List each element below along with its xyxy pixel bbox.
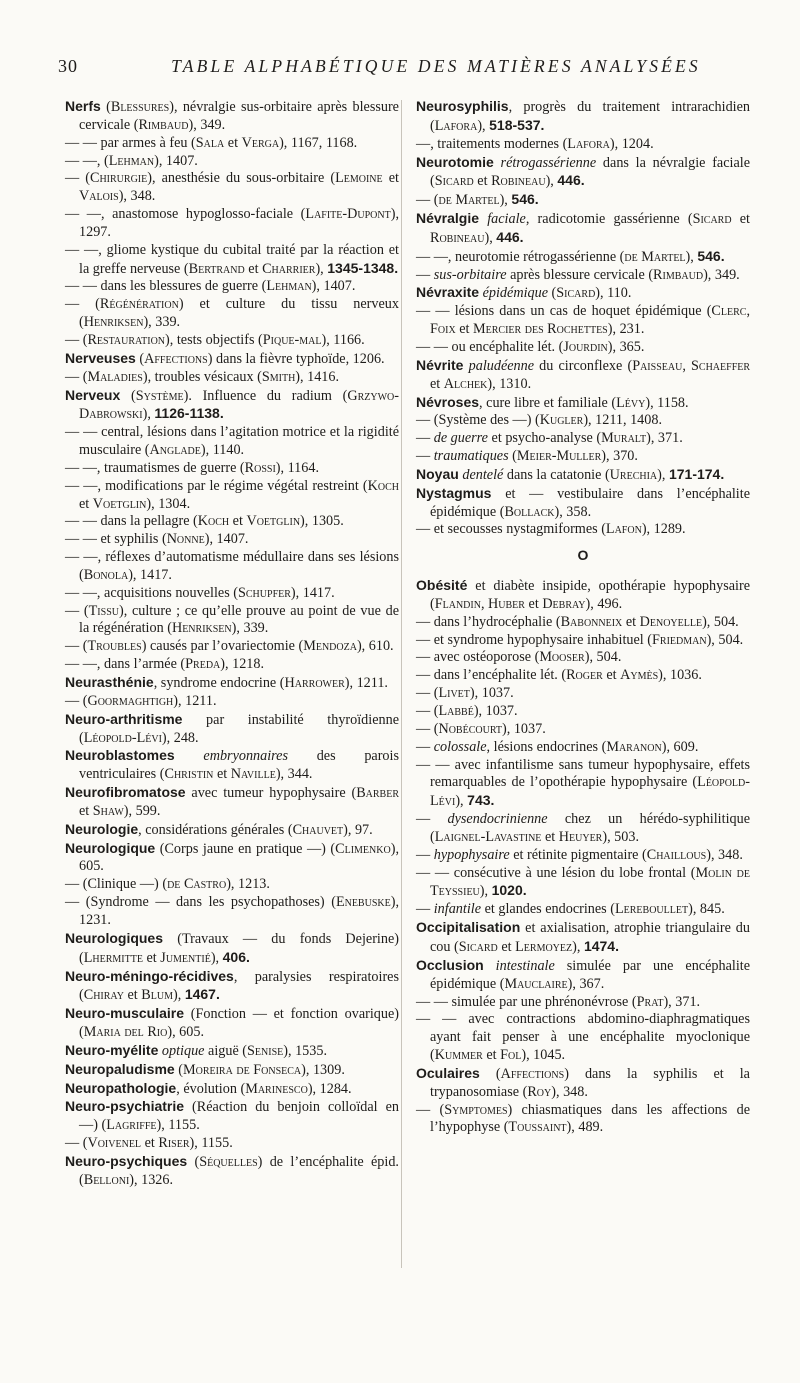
index-entry: —, traitements modernes (Lafora), 1204. [416,135,654,152]
index-entry: — dans l’hydrocéphalie (Babonneix et Denoyelle), 504. [416,613,739,630]
index-entry: — — simulée par une phrénonévrose (Prat), 371. [416,993,701,1010]
index-entry: — —, acquisitions nouvelles (Schupfer), 1417. [65,584,335,601]
index-entry: — —, (Lehman), 1407. [65,152,198,169]
index-entry: — (Nobécourt), 1037. [416,720,546,737]
index-entry: Neuropaludisme (Moreira de Fonseca), 1309. [65,1060,345,1078]
index-entry: — hypophysaire et rétinite pigmentaire (Chaillous), 348. [416,846,743,863]
index-entry: Occlusion intestinale simulée par une encéphalite épidémique (Mauclaire), 367. [416,956,751,992]
index-entry: Neurofibromatose avec tumeur hypophysaire (Barber et Shaw), 599. [65,784,399,819]
index-entry: — de guerre et psycho-analyse (Muralt), 371. [416,430,683,447]
index-entry: — (Troubles) causés par l’ovariectomie (Mendoza), 610. [65,638,394,655]
index-entry: Neuro-arthritisme par instabilité thyroïdienne (Léopold-Lévi), 248. [65,710,399,746]
index-entry: Neurotomie rétrogassérienne dans la névralgie faciale (Sicard et Robineau), 446. [416,153,750,190]
index-entry: — et secousses nystagmiformes (Lafon), 1289. [416,521,686,538]
index-entry: Neuro-méningo-récidives, paralysies respiratoires (Chiray et Blum), 1467. [65,967,399,1004]
index-entry: — (Maladies), troubles vésicaux (Smith), 1416. [65,368,340,385]
index-entry: — sus-orbitaire après blessure cervicale (Rimbaud), 349. [416,266,740,283]
index-entry: — — dans la pellagre (Koch et Voetglin), 1305. [65,513,344,530]
index-entry: — —, gliome kystique du cubital traité par la réaction et la greffe nerveuse (Bertrand et Charrier), 1345-1348. [65,241,399,277]
index-entry: Neurologie, considérations générales (Chauvet), 97. [65,820,373,838]
index-entry: — dysendocrinienne chez un hérédo-syphilitique (Laignel-Lavastine et Heuyer), 503. [416,811,750,845]
index-column-right [416,98,750,1137]
index-entry: — —, réflexes d’automatisme médullaire dans ses lésions (Bonola), 1417. [65,549,399,583]
index-entry: Neurasthénie, syndrome endocrine (Harrower), 1211. [65,674,388,691]
index-entry: Oculaires (Affections) dans la syphilis et la trypanosomiase (Roy), 348. [416,1064,750,1100]
index-entry: Nerfs (Blessures), névralgie sus-orbitaire après blessure cervicale (Rimbaud), 349. [65,98,399,133]
index-entry: Noyau dentelé dans la catatonie (Urechia), 171-174. [416,465,725,483]
index-entry: — (Livet), 1037. [416,685,514,702]
index-entry: — —, neurotomie rétrogassérienne (de Martel), 546. [416,247,725,265]
index-entry: Neuro-musculaire (Fonction — et fonction ovarique) (Maria del Rio), 605. [65,1005,399,1041]
index-entry: Neuropathologie, évolution (Marinesco), 1284. [65,1079,352,1097]
page-header [58,56,744,82]
index-entry: — — avec contractions abdomino-diaphragmatiques ayant fait penser à une encéphalite myoclonique (Kummer et Fol), 1045. [416,1011,750,1064]
index-entry: — (de Martel), 546. [416,191,539,209]
entries-letter-o [416,577,750,1137]
column-divider [401,100,402,1268]
index-entry: Névralgie faciale, radicotomie gassérienne (Sicard et Robineau), 446. [416,210,750,246]
index-entry: — infantile et glandes endocrines (Lereboullet), 845. [416,901,725,918]
index-entry: — avec ostéoporose (Mooser), 504. [416,649,622,666]
index-entry: Occipitalisation et axialisation, atrophie triangulaire du cou (Sicard et Lermoyez), 1474. [416,919,750,955]
index-entry: Nerveux (Système). Influence du radium (Grzywo-Dabrowski), 1126-1138. [65,386,399,423]
index-entry: — —, anastomose hypoglosso-faciale (Lafite-Dupont), 1297. [65,206,399,240]
index-entry: Nystagmus et — vestibulaire dans l’encéphalite épidémique (Bollack), 358. [416,484,750,520]
index-entry: — —, dans l’armée (Preda), 1218. [65,656,265,673]
index-entry: — — dans les blessures de guerre (Lehman), 1407. [65,278,356,295]
index-entry: — — avec infantilisme sans tumeur hypophysaire, effets remarquables de l’opothérapie hypophysaire (Léopold-Lévi), 743. [416,756,750,810]
index-entry: — (Chirurgie), anesthésie du sous-orbitaire (Lemoine et Valois), 348. [65,170,399,205]
index-entry: — dans l’encéphalite lét. (Roger et Aymès), 1036. [416,667,702,684]
index-entry: — (Voivenel et Riser), 1155. [65,1135,233,1152]
index-entry: Neuro-myélite optique aiguë (Senise), 1535. [65,1041,327,1059]
index-entry: Neurologiques (Travaux — du fonds Dejerine) (Lhermitte et Jumentié), 406. [65,929,399,966]
index-entry: — — et syphilis (Nonne), 1407. [65,531,249,548]
index-entry: — (Système des —) (Kugler), 1211, 1408. [416,412,662,429]
index-entry: Nerveuses (Affections) dans la fièvre typhoïde, 1206. [65,349,385,367]
index-entry: Obésité et diabète insipide, opothérapie hypophysaire (Flandin, Huber et Debray), 496. [416,577,750,612]
index-entry: — — par armes à feu (Sala et Verga), 1167, 1168. [65,134,358,151]
index-entry: Neuroblastomes embryonnaires des parois ventriculaires (Christin et Naville), 344. [65,747,399,783]
running-title: TABLE ALPHABÉTIQUE DES MATIÈRES ANALYSÉES [171,56,701,76]
letter-heading: O [577,547,589,564]
index-entry: Névraxite épidémique (Sicard), 110. [416,284,632,302]
index-entry: — colossale, lésions endocrines (Maranon), 609. [416,738,699,755]
index-entry: — traumatiques (Meier-Muller), 370. [416,448,638,465]
index-entry: — —, modifications par le régime végétal restreint (Koch et Voetglin), 1304. [65,477,399,512]
index-entry: — — ou encéphalite lét. (Jourdin), 365. [416,338,645,355]
index-entry: — (Restauration), tests objectifs (Pique-mal), 1166. [65,331,365,348]
index-entry: Neurosyphilis, progrès du traitement intrarachidien (Lafora), 518-537. [416,98,750,134]
index-entry: — (Syndrome — dans les psychopathoses) (Enebuske), 1231. [65,894,399,928]
index-entry: Neuro-psychiques (Séquelles) de l’encéphalite épid. (Belloni), 1326. [65,1152,399,1188]
index-entry: Névrite paludéenne du circonflexe (Paisseau, Schaeffer et Alchek), 1310. [416,356,751,392]
index-entry: — (Goormaghtigh), 1211. [65,692,217,709]
index-entry: — — central, lésions dans l’agitation motrice et la rigidité musculaire (Anglade), 1140. [65,424,399,459]
index-entry: — (Régénération) et culture du tissu nerveux (Henriksen), 339. [65,296,399,331]
index-entry: — —, traumatismes de guerre (Rossi), 1164. [65,459,320,476]
index-entry: — (Tissu), culture ; ce qu’elle prouve au point de vue de la régénération (Henriksen), 339. [65,602,399,637]
index-entry: — (Clinique —) (de Castro), 1213. [65,876,270,893]
index-column-left [65,98,399,1190]
page-number: 30 [58,56,78,76]
index-entry: Névroses, cure libre et familiale (Lévy), 1158. [416,393,689,411]
index-entry: — et syndrome hypophysaire inhabituel (Friedman), 504. [416,631,744,648]
index-entry: Neuro-psychiatrie (Réaction du benjoin colloïdal en —) (Lagriffe), 1155. [65,1098,399,1134]
index-entry: — (Symptomes) chiasmatiques dans les affections de l’hypophyse (Toussaint), 489. [416,1101,750,1136]
index-entry: Neurologique (Corps jaune en pratique —) (Climenko), 605. [65,839,399,875]
entries-letter-n [416,98,750,539]
index-entry: — (Labbé), 1037. [416,703,518,719]
index-entry: — — consécutive à une lésion du lobe frontal (Molin de Teyssieu), 1020. [416,864,751,900]
index-entry: — — lésions dans un cas de hoquet épidémique (Clerc, Foix et Mercier des Rochettes), 231. [416,303,750,338]
